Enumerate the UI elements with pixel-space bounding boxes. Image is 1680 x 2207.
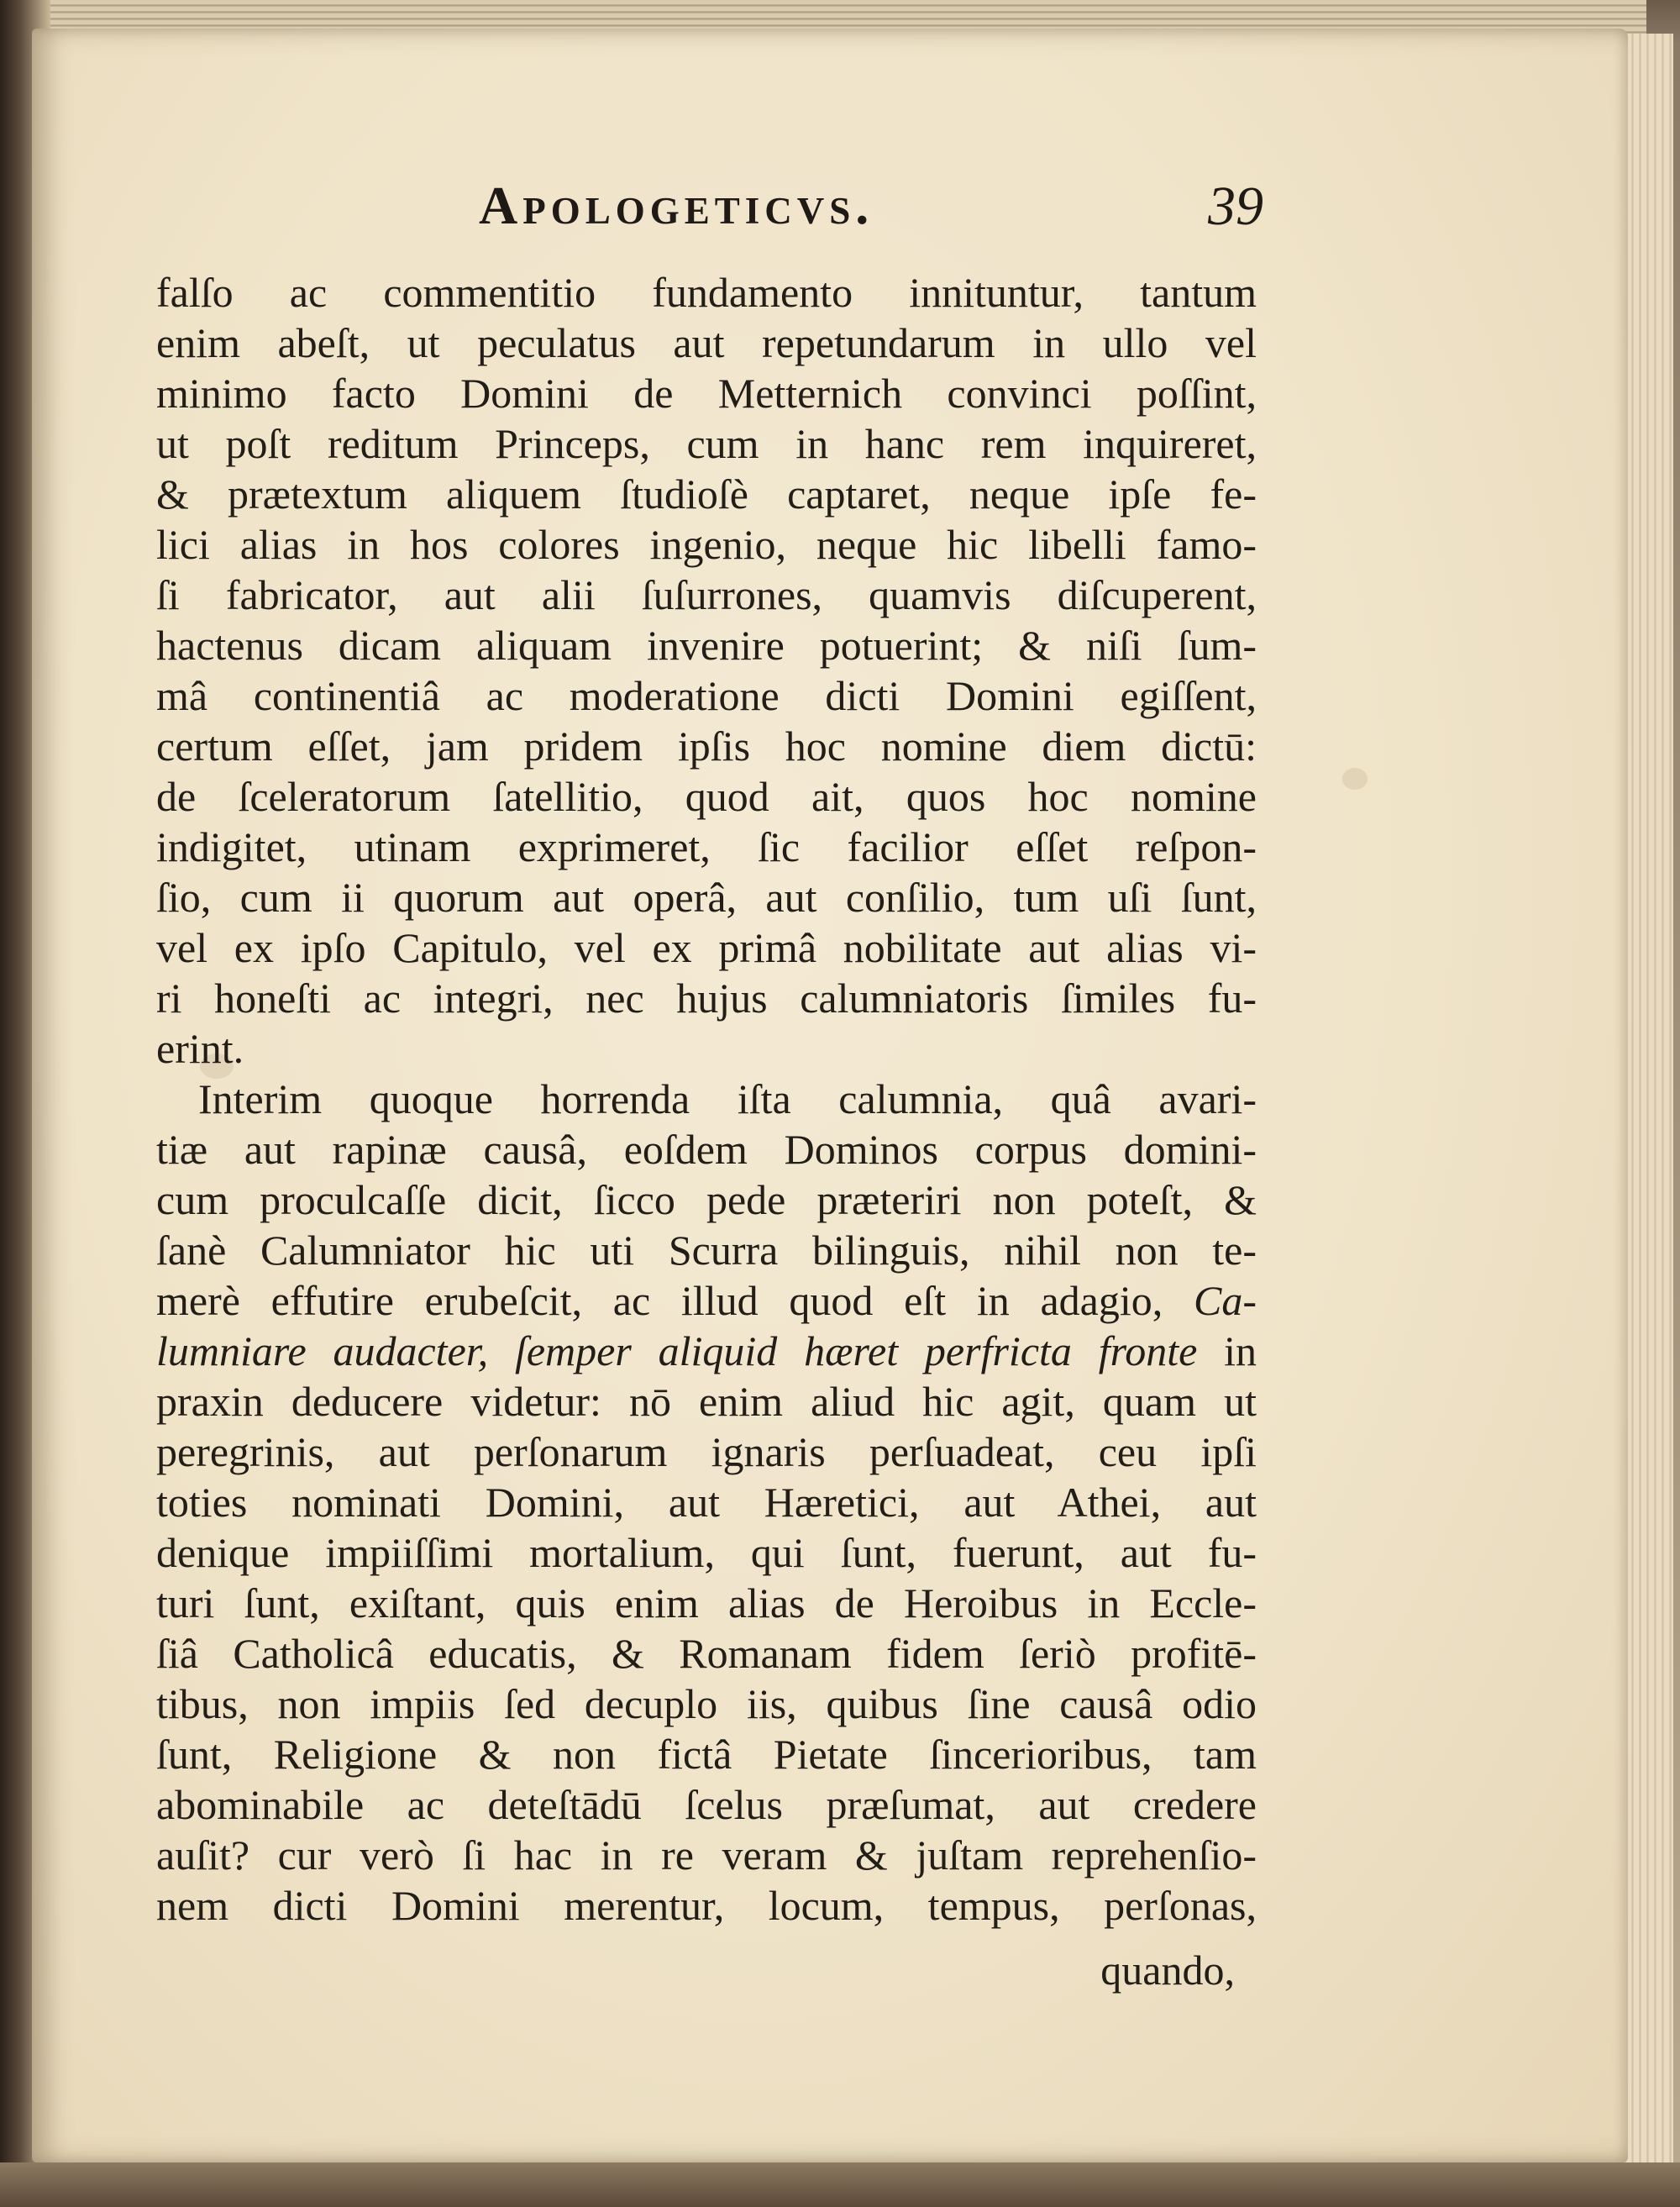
text-line: certum eſſet, jam pridem ipſis hoc nomine diem dictū: [156, 723, 1257, 770]
text-line: vel ex ipſo Capitulo, vel ex primâ nobilitate aut alias vi- [156, 924, 1257, 971]
running-head [479, 175, 1285, 250]
text-line: peregrinis, aut perſonarum ignaris perſuadeat, ceu ipſi [156, 1428, 1257, 1475]
text-line: falſo ac commentitio fundamento innituntur, tantum [156, 269, 1257, 316]
text-line: denique impiiſſimi mortalium, qui ſunt, fuerunt, aut fu- [156, 1529, 1257, 1576]
adage-italic: Ca- [1194, 1277, 1257, 1324]
text-line: ſio, cum ii quorum aut operâ, aut conſilio, tum uſi ſunt, [156, 874, 1257, 921]
text-fragment: merè effutire erubeſcit, ac illud quod eſt in adagio, [156, 1277, 1163, 1324]
text-line: Interim quoque horrenda iſta calumnia, quâ avari- [198, 1075, 1257, 1122]
text-line: erint. [156, 1025, 244, 1072]
text-line: tiæ aut rapinæ causâ, eoſdem Dominos corpus domini- [156, 1126, 1257, 1173]
text-line: mâ continentiâ ac moderatione dicti Domini egiſſent, [156, 672, 1257, 719]
text-line-with-adage-start [156, 1275, 1257, 1326]
text-line: hactenus dicam aliquam invenire potuerint; & niſi ſum- [156, 622, 1257, 669]
text-line-adage [156, 1326, 1257, 1376]
foxing-spot [1342, 768, 1368, 790]
page-number: 39 [1208, 176, 1263, 237]
text-line: praxin deducere videtur: nō enim aliud hic agit, quam ut [156, 1378, 1257, 1425]
text-line: auſit? cur verò ſi hac in re veram & juſtam reprehenſio- [156, 1831, 1257, 1879]
text-line: cum proculcaſſe dicit, ſicco pede præteriri non poteſt, & [156, 1176, 1257, 1223]
text-line: & prætextum aliquem ſtudioſè captaret, neque ipſe fe- [156, 470, 1257, 518]
text-line: ſiâ Catholicâ educatis, & Romanam fidem ſeriò profitē- [156, 1630, 1257, 1677]
text-line: nem dicti Domini merentur, locum, tempus, perſonas, [156, 1882, 1257, 1929]
bottom-edge [0, 2162, 1680, 2207]
paragraph-1 [156, 267, 1257, 1074]
paragraph-2 [156, 1074, 1257, 1931]
adage-italic: lumniare audacter, ſemper aliquid hæret perfricta fronte [156, 1327, 1198, 1374]
text-fragment: in [1224, 1327, 1257, 1374]
text-line: ſanè Calumniator hic uti Scurra bilinguis, nihil non te- [156, 1227, 1257, 1274]
text-line: turi ſunt, exiſtant, quis enim alias de Heroibus in Eccle- [156, 1579, 1257, 1626]
text-line: toties nominati Domini, aut Hæretici, aut Athei, aut [156, 1479, 1257, 1526]
text-line: de ſceleratorum ſatellitio, quod ait, quos hoc nomine [156, 773, 1257, 820]
text-line: enim abeſt, ut peculatus aut repetundarum in ullo vel [156, 319, 1257, 366]
catchword: quando, [1100, 1947, 1235, 1994]
text-line: ſunt, Religione & non fictâ Pietate ſincerioribus, tam [156, 1731, 1257, 1778]
running-head-title: Apologeticvs. [479, 176, 874, 235]
text-line: ri honeſti ac integri, nec hujus calumniatoris ſimiles fu- [156, 975, 1257, 1022]
text-line: abominabile ac deteſtādū ſcelus præſumat, aut credere [156, 1781, 1257, 1828]
text-line: minimo facto Domini de Metternich convinci poſſint, [156, 370, 1257, 417]
text-line: ut poſt reditum Princeps, cum in hanc rem inquireret, [156, 420, 1257, 467]
text-line: ſi fabricator, aut alii ſuſurrones, quamvis diſcuperent, [156, 571, 1257, 618]
text-block [156, 267, 1257, 1931]
text-line: tibus, non impiis ſed decuplo iis, quibus ſine causâ odio [156, 1680, 1257, 1727]
text-line: indigitet, utinam exprimeret, ſic facilior eſſet reſpon- [156, 823, 1257, 870]
text-line: lici alias in hos colores ingenio, neque hic libelli famo- [156, 521, 1257, 568]
